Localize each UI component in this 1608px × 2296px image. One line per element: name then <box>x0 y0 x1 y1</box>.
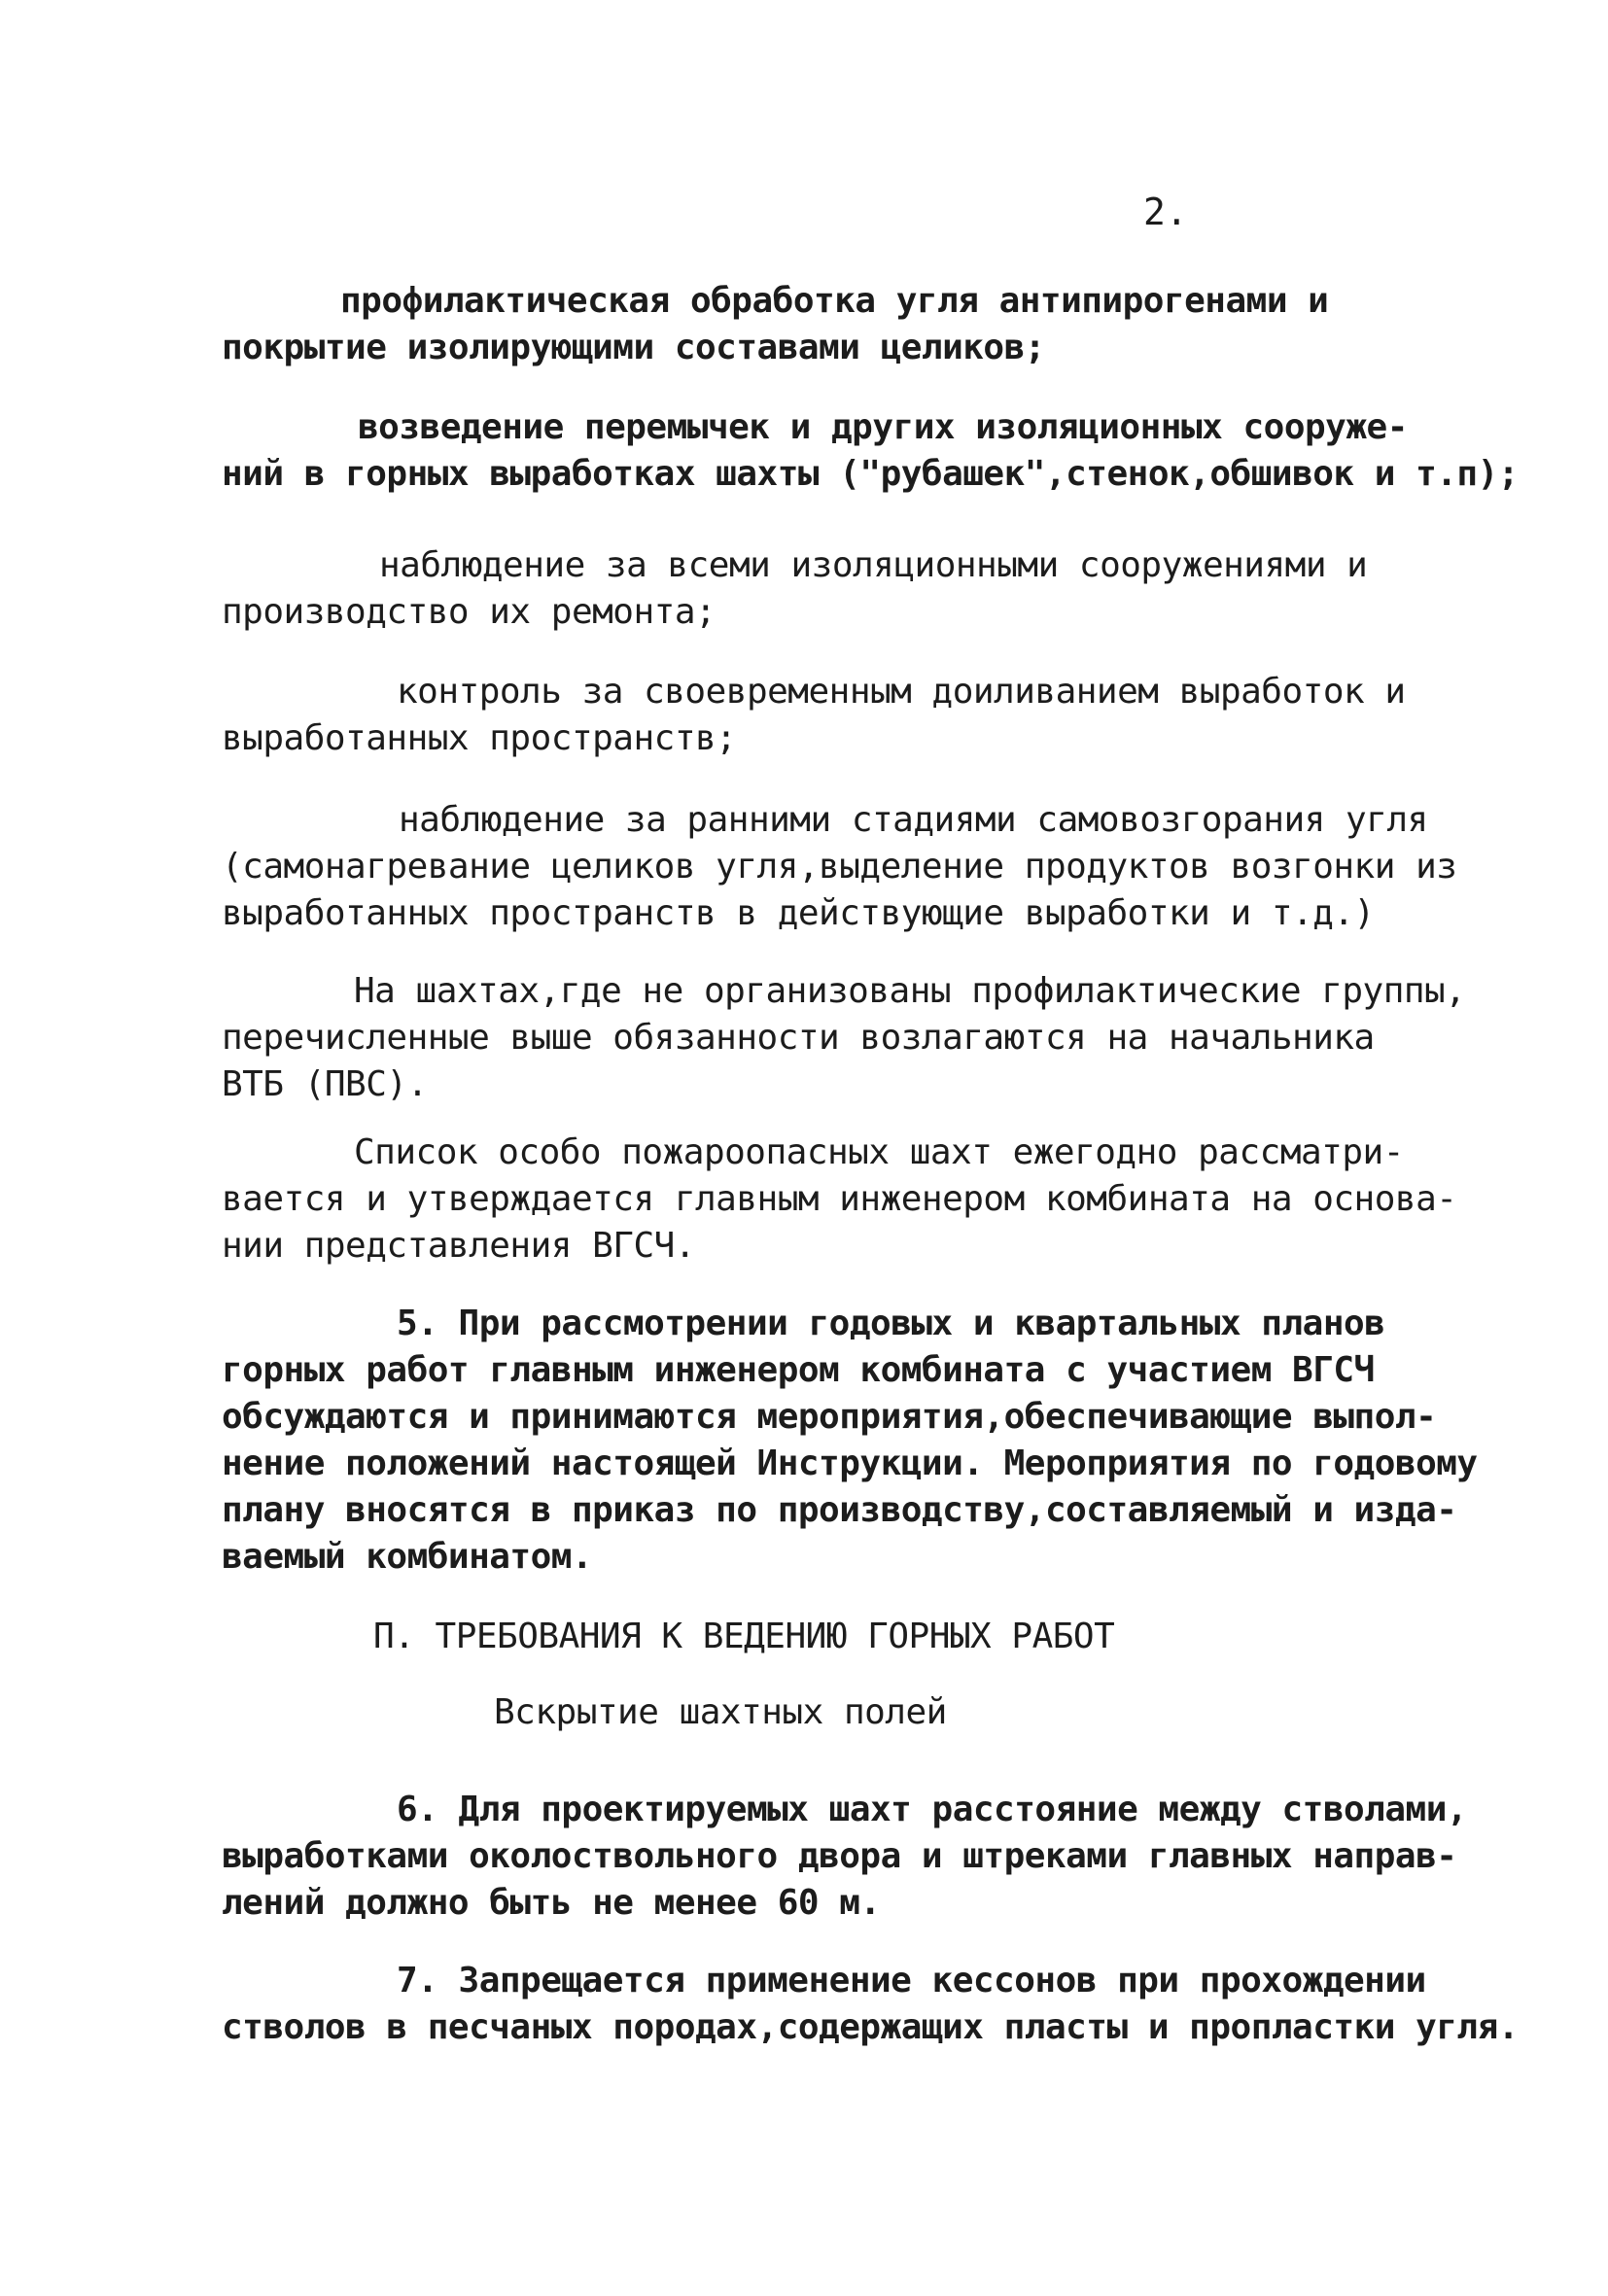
subheading: Вскрытие шахтных полей <box>494 1692 947 1732</box>
text-line: ний в горных выработках шахты ("рубашек",стенок,обшивок и т.п); <box>222 454 1519 494</box>
text-line: производство их ремонта; <box>222 592 717 632</box>
text-line: выработанных пространств; <box>222 718 737 758</box>
text-line: (самонагревание целиков угля,выделение продуктов возгонки из <box>222 847 1457 887</box>
text-line: горных работ главным инженером комбината с участием ВГСЧ <box>222 1350 1375 1390</box>
text-line: покрытие изолирующими составами целиков; <box>222 328 1045 367</box>
text-line: выработанных пространств в действующие выработки и т.д.) <box>222 893 1375 933</box>
text-line: контроль за своевременным доиливанием выработок и <box>397 672 1406 712</box>
text-line: наблюдение за всеми изоляционными сооружениями и <box>379 545 1368 585</box>
page-number: 2. <box>1143 191 1188 233</box>
text-line: нии представления ВГСЧ. <box>222 1226 695 1266</box>
text-line: стволов в песчаных породах,содержащих пласты и пропластки угля. <box>222 2007 1519 2047</box>
section-heading: П. ТРЕБОВАНИЯ К ВЕДЕНИЮ ГОРНЫХ РАБОТ <box>373 1617 1115 1656</box>
text-line: Список особо пожароопасных шахт ежегодно рассматри- <box>354 1132 1404 1172</box>
text-line: 5. При рассмотрении годовых и квартальных планов <box>397 1304 1385 1343</box>
text-line: профилактическая обработка угля антипирогенами и <box>340 281 1329 321</box>
text-line: плану вносятся в приказ по производству,составляемый и изда- <box>222 1490 1457 1530</box>
text-line: нение положений настоящей Инструкции. Мероприятия по годовому <box>222 1444 1478 1483</box>
text-line: 7. Запрещается применение кессонов при прохождении <box>397 1961 1426 2000</box>
text-line: 6. Для проектируемых шахт расстояние между стволами, <box>397 1790 1468 1829</box>
text-line: наблюдение за ранними стадиями самовозгорания угля <box>399 800 1428 840</box>
text-line: лений должно быть не менее 60 м. <box>222 1883 881 1923</box>
text-line: обсуждаются и принимаются мероприятия,обеспечивающие выпол- <box>222 1397 1437 1437</box>
text-line: вается и утверждается главным инженером комбината на основа- <box>222 1179 1457 1219</box>
text-line: ВТБ (ПВС). <box>222 1064 428 1104</box>
text-line: ваемый комбинатом. <box>222 1537 593 1577</box>
text-line: На шахтах,где не организованы профилактические группы, <box>354 971 1466 1011</box>
text-line: возведение перемычек и других изоляционных сооруже- <box>358 407 1408 447</box>
text-line: выработками околоствольного двора и штреками главных направ- <box>222 1836 1457 1876</box>
text-line: перечисленные выше обязанности возлагаются на начальника <box>222 1018 1375 1058</box>
